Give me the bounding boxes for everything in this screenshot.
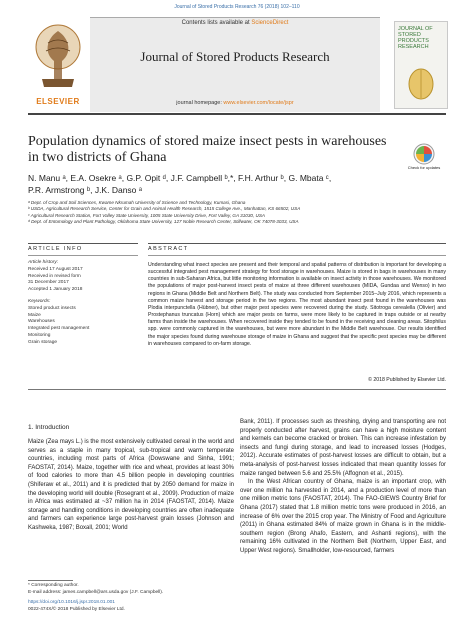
history-line: 31 December 2017 [28, 280, 69, 286]
crossmark-label: Check for updates [407, 165, 441, 170]
article-info-heading: ARTICLE INFO [28, 246, 83, 252]
corresponding-author-note: * Corresponding author. [28, 583, 79, 588]
issn-line: 0022-474X/© 2018 Published by Elsevier Ltd. [28, 606, 125, 612]
keywords-label: Keywords: [28, 298, 51, 304]
author-list [28, 172, 388, 196]
intro-heading: 1. Introduction [28, 424, 70, 431]
keyword: Grain storage [28, 339, 58, 345]
sciencedirect-link[interactable]: ScienceDirect [251, 20, 289, 26]
intro-paragraph: In the West African country of Ghana, maize is an important crop, with over one million ha harvested in 2014, and a production level of more than one million metric tons (FAOSTAT, 2014). The FAO-GIEWS Country Brief for Ghana (2017) stated that 1.8 million metric tons were produced in 2016, an increase of 6% over the 2015 crop year. The Ministry of Food and Agriculture (2011) in Ghana estimated 84% of maize grown in Ghana is in the middle-southern region (Brong Ahafo, Eastern, and Ashanti regions), with the remaining 16% cultivated in the Northern Belt (Northern, Upper East, and Upper West regions). Smallholder, low-resourced, farmers [240, 479, 446, 554]
cover-grain-icon [401, 62, 441, 102]
footnotes [28, 583, 234, 613]
history-line: Received in revised form [28, 273, 81, 279]
article-info [28, 260, 138, 347]
intro-paragraph: Bank, 2011). If processes such as threshing, drying and transporting are not properly conducted after harvest, grains can have a high moisture content and kernels can become cracked or broken. This can increase infestation by insects and fungi during storage, and lead to increased losses (Hodges, 2012). Accurate estimates of post-harvest losses are difficult to obtain, but a meta-analysis of post-harvest losses indicated that mean quantity losses for maize ranged between 5.6 and 25.5% (Affognon et al., 2015). [240, 419, 446, 477]
abstract-copyright: © 2018 Published by Elsevier Ltd. [368, 377, 446, 383]
abstract-text: Understanding what insect species are present and their temporal and spatial patterns of distribution is important for developing a successful integrated pest management strategy for food storage in warehouses. Maize is stored in bags in warehouses in many countries in sub-Saharan Africa, but little monitoring information is available on insect activity in those warehouses. We monitored the populations of major post-harvest insect pests of maize at three different warehouses (MIDA, Gundaa and Wenso) in two regions in Ghana (Middle Belt and Northern Belt). The study was conducted from September 2015–July 2016, which represents a common maize harvest and storage period in the two regions. The most abundant insect pest found in the warehouses was Plodia interpunctella (Hübner), but other major pest species were recovered during the study. Sitotroga cerealella (Olivier) and Prostephanus truncatus (Horn) which are major pests on farms, were more likely to be captured in traps outside or at nearby farms than inside the warehouses. When recovered inside they tended to be found in the receiving and cleaning areas. Sitophilus spp. were commonly captured in the warehouses, but were more abundant in the Middle Belt warehouse. Our results identified the major species found during warehouse storage of maize in Ghana and suggest that the specific pest species may be different in warehouses compared to on-farm storage. [148, 262, 446, 347]
keyword: Monitoring [28, 332, 51, 338]
affiliation-a: ᵃ Dept. of Crop and Soil Sciences, Kwame Nkrumah University of Science and Technology, Kumasi, Ghana [28, 200, 246, 205]
history-label: Article history: [28, 260, 59, 265]
journal-citation-line: Journal of Stored Products Research 76 (2018) 102–110 [174, 4, 300, 10]
journal-cover-thumbnail [394, 21, 448, 109]
abstract-heading: ABSTRACT [148, 246, 189, 252]
affiliation-c: ᶜ Agricultural Research Station, Fort Valley State University, 1005 State University Drive, Fort Valley, GA 31030, USA [28, 212, 265, 218]
keyword: Stored product insects [28, 305, 76, 311]
journal-header [28, 17, 446, 112]
homepage-link[interactable]: www.elsevier.com/locate/jspr [223, 100, 294, 106]
crossmark-icon [410, 142, 438, 166]
affiliation-b: ᵇ USDA, Agricultural Research Service, Center for Grain and Animal Health Research, 1515 College Ave., Manhattan, KS 66502, USA [28, 206, 301, 212]
journal-homepage: journal homepage: www.elsevier.com/locate/jspr [176, 100, 294, 106]
email-note: E-mail address: james.campbell@ars.usda.gov (J.F. Campbell). [28, 589, 164, 595]
contents-line: Contents lists available at ScienceDirect [181, 20, 289, 26]
elsevier-logo [28, 17, 88, 109]
doi-link[interactable]: https://doi.org/10.1016/j.jspr.2018.01.001 [28, 600, 115, 606]
affiliation-d: ᵈ Dept. of Entomology and Plant Pathology, Oklahoma State University, 127 Noble Research Center, Stillwater, OK 74078-3033, USA [28, 219, 299, 225]
publisher-name: ELSEVIER [36, 97, 80, 106]
affiliations [28, 200, 438, 226]
history-line: Accepted 1 January 2018 [28, 287, 83, 293]
article-title: Population dynamics of stored maize insect pests in warehouses in two districts of Ghana [28, 134, 387, 165]
keyword: Integrated pest management [28, 326, 90, 332]
cover-title: JOURNAL OF STORED PRODUCTS RESEARCH [398, 26, 433, 50]
crossmark-badge[interactable] [410, 142, 438, 178]
journal-title: Journal of Stored Products Research [140, 49, 330, 64]
intro-left-column: Maize (Zea mays L.) is the most extensively cultivated cereal in the world and serves as a staple in many tropical, sub-tropical and warm temperate countries, including most parts of Africa (Dowswane and Sinha, 1991; FAOSTAT, 2014). Maize, together with rice and wheat, provides at least 30% of food calories to more than 4.5 billion people in developing countries (Shiferaw et al., 2011) and it is predicted that by 2050 demand for maize in the developing world will double (Rosegrant et al., 2009). Production of maize in Africa was estimated at ~37 million ha in 2014 (FAOSTAT, 2014). Maize storage and handling conditions in developing countries are often inadequate and farmers can experience large post-harvest grain losses (Johnson and Kashweka, 1987; Boxall, 2001; World [28, 439, 234, 531]
authors-line-1: N. Manu ᵃ, E.A. Osekre ᵃ, G.P. Opit ᵈ, J.F. Campbell ᵇ,*, F.H. Arthur ᵇ, G. Mbata ᶜ, [28, 173, 332, 183]
elsevier-tree-icon [28, 17, 88, 95]
keyword: Warehouses [28, 319, 55, 325]
history-line: Received 17 August 2017 [28, 266, 83, 272]
authors-line-2: P.R. Armstrong ᵇ, J.K. Danso ᵃ [28, 185, 142, 195]
keyword: Maize [28, 312, 41, 318]
intro-right-column [240, 418, 446, 556]
